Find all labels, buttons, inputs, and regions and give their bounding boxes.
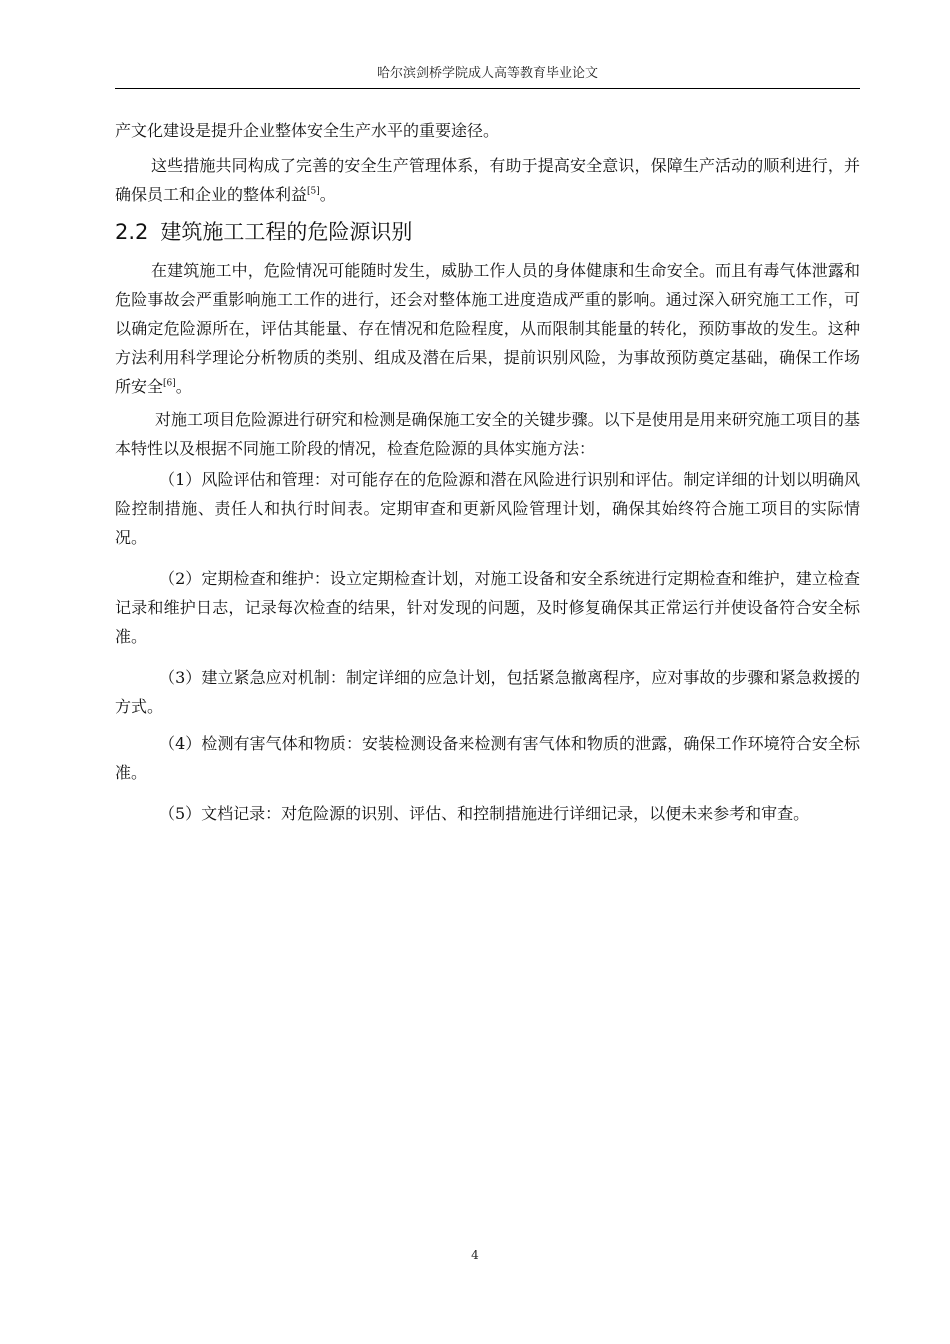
paragraph-end: 。 — [175, 377, 192, 396]
list-item: （4）检测有害气体和物质：安装检测设备来检测有害气体和物质的泄露，确保工作环境符合安全标准。 — [115, 734, 860, 782]
list-item: （1）风险评估和管理：对可能存在的危险源和潜在风险进行识别和评估。制定详细的计划以明确风险控制措施、责任人和执行时间表。定期审查和更新风险管理计划，确保其始终符合施工项目的实际情况。 — [115, 470, 860, 547]
page-body — [115, 116, 860, 828]
citation-ref: [6] — [163, 378, 176, 389]
paragraph-methods-intro: 对施工项目危险源进行研究和检测是确保施工安全的关键步骤。以下是使用是用来研究施工项目的基本特性以及根据不同施工阶段的情况，检查危险源的具体实施方法： — [115, 410, 860, 458]
paragraph-text: 这些措施共同构成了完善的安全生产管理体系，有助于提高安全意识，保障生产活动的顺利进行，并确保员工和企业的整体利益 — [115, 156, 860, 204]
page-number: 4 — [471, 1248, 479, 1262]
citation-ref: [5] — [307, 186, 320, 197]
running-header: 哈尔滨剑桥学院成人高等教育毕业论文 — [376, 66, 598, 81]
paragraph-continued: 产文化建设是提升企业整体安全生产水平的重要途径。 — [115, 121, 500, 140]
section-heading — [115, 217, 860, 247]
section-title: 建筑施工工程的危险源识别 — [160, 220, 413, 244]
list-item: （3）建立紧急应对机制：制定详细的应急计划，包括紧急撤离程序，应对事故的步骤和紧急救援的方式。 — [115, 668, 860, 716]
paragraph-management-system — [115, 151, 860, 209]
list-item: （2）定期检查和维护：设立定期检查计划，对施工设备和安全系统进行定期检查和维护，建立检查记录和维护日志，记录每次检查的结果，针对发现的问题，及时修复确保其正常运行并使设备符合安全标准。 — [115, 569, 860, 646]
paragraph-hazard-intro — [115, 256, 860, 401]
paragraph-text: 在建筑施工中，危险情况可能随时发生，威胁工作人员的身体健康和生命安全。而且有毒气体泄露和危险事故会严重影响施工工作的进行，还会对整体施工进度造成严重的影响。通过深入研究施工工作，可以确定危险源所在，评估其能量、存在情况和危险程度，从而限制其能量的转化，预防事故的发生。这种方法利用科学理论分析物质的类别、组成及潜在后果，提前识别风险，为事故预防奠定基础，确保工作场所安全 — [115, 261, 860, 396]
paragraph-end: 。 — [319, 185, 336, 204]
section-number: 2.2 — [115, 220, 149, 244]
header-rule — [115, 88, 860, 89]
list-item: （5）文档记录：对危险源的识别、评估、和控制措施进行详细记录，以便未来参考和审查。 — [159, 804, 810, 823]
